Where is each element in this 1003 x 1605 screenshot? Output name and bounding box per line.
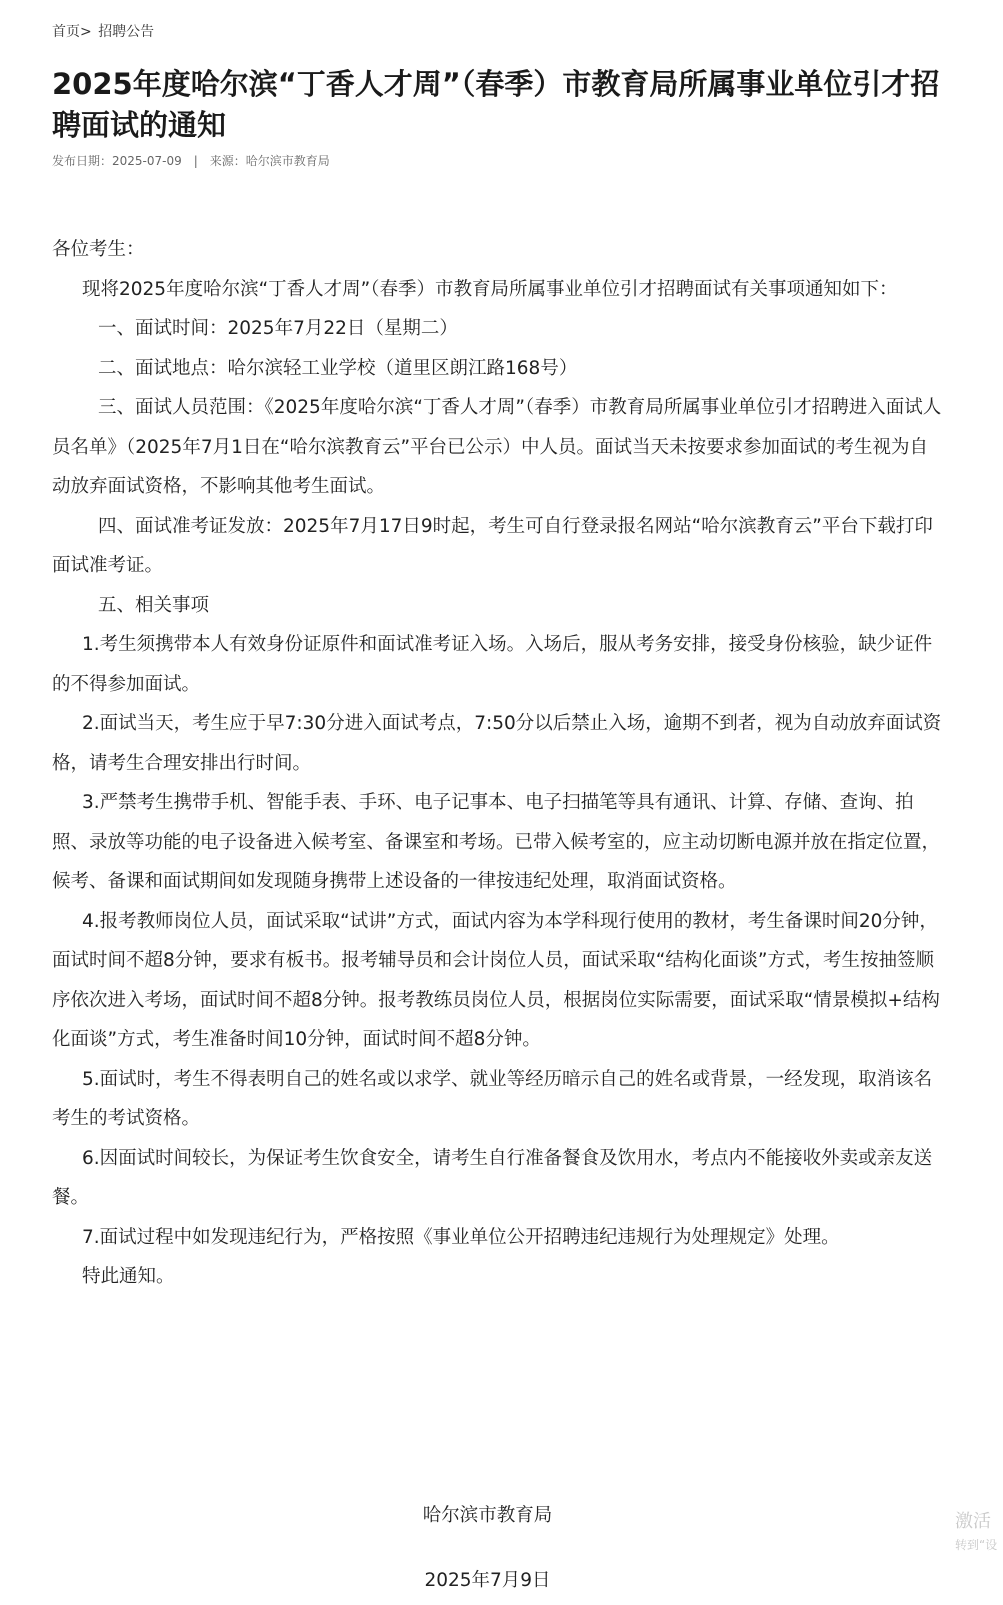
matter-item-1: 1.考生须携带本人有效身份证原件和面试准考证入场。入场后，服从考务安排，接受身份核验，缺少证件的不得参加面试。: [52, 634, 933, 695]
section-related-matters: 五、相关事项: [98, 594, 210, 616]
article-meta: [52, 152, 330, 170]
matter-item-5: 5.面试时，考生不得表明自己的姓名或以求学、就业等经历暗示自己的姓名或背景，一经发现，取消该名考生的考试资格。: [52, 1068, 933, 1129]
matter-item-6: 6.因面试时间较长，为保证考生饮食安全，请考生自行准备餐食及饮用水，考点内不能接收外卖或亲友送餐。: [52, 1147, 933, 1208]
breadcrumb-separator: >: [80, 24, 92, 40]
matter-item-3: 3.严禁考生携带手机、智能手表、手环、电子记事本、电子扫描笔等具有通讯、计算、存储、查询、拍照、录放等功能的电子设备进入候考室、备课室和考场。已带入候考室的，应主动切断电源并放在指定位置，候考、备课和面试期间如发现随身携带上述设备的一律按违纪处理，取消面试资格。: [52, 792, 941, 892]
matter-item-4: 4.报考教师岗位人员，面试采取“试讲”方式，面试内容为本学科现行使用的教材，考生备课时间20分钟，面试时间不超8分钟，要求有板书。报考辅导员和会计岗位人员，面试采取“结构化面谈”方式，考生按抽签顺序依次进入考场，面试时间不超8分钟。报考教练员岗位人员，根据岗位实际需要，面试采取“情景模拟+结构化面谈”方式，考生准备时间10分钟，面试时间不超8分钟。: [52, 910, 940, 1050]
publish-date: 发布日期：2025-07-09: [52, 154, 182, 168]
section-interview-time: 一、面试时间：2025年7月22日（星期二）: [98, 318, 458, 339]
breadcrumb-current-link[interactable]: 招聘公告: [98, 24, 155, 40]
intro-paragraph: 现将2025年度哈尔滨“丁香人才周”（春季）市教育局所属事业单位引才招聘面试有关事项通知如下：: [82, 278, 898, 300]
breadcrumb-home-link[interactable]: 首页: [52, 24, 80, 40]
signature-date: 2025年7月9日: [424, 1570, 551, 1591]
section-interview-scope: 三、面试人员范围：《2025年度哈尔滨“丁香人才周”（春季）市教育局所属事业单位引才招聘进入面试人员名单》（2025年7月1日在“哈尔滨教育云”平台已公示）中人员。面试当天未按要求参加面试的考生视为自动放弃面试资格，不影响其他考生面试。: [52, 397, 942, 497]
matter-item-7: 7.面试过程中如发现违纪行为，严格按照《事业单位公开招聘违纪违规行为处理规定》处理。: [82, 1226, 840, 1248]
section-interview-location: 二、面试地点：哈尔滨轻工业学校（道里区朗江路168号）: [98, 357, 578, 379]
closing-line: 特此通知。: [82, 1266, 175, 1287]
section-admission-ticket: 四、面试准考证发放：2025年7月17日9时起，考生可自行登录报名网站“哈尔滨教育云”平台下载打印面试准考证。: [52, 515, 933, 576]
activation-watermark-subtext: 转到“设: [955, 1538, 998, 1552]
meta-divider: |: [193, 154, 198, 168]
article-source: 来源：哈尔滨市教育局: [209, 154, 330, 168]
greeting: 各位考生：: [52, 239, 145, 260]
article-body: [52, 230, 942, 1297]
signature-organization: 哈尔滨市教育局: [422, 1505, 553, 1526]
breadcrumb: [52, 22, 154, 42]
activation-watermark: 激活: [955, 1511, 991, 1532]
matter-item-2: 2.面试当天，考生应于早7:30分进入面试考点，7:50分以后禁止入场，逾期不到者，视为自动放弃面试资格，请考生合理安排出行时间。: [52, 713, 942, 774]
article-title: 2025年度哈尔滨“丁香人才周”（春季）市教育局所属事业单位引才招聘面试的通知: [52, 67, 940, 142]
